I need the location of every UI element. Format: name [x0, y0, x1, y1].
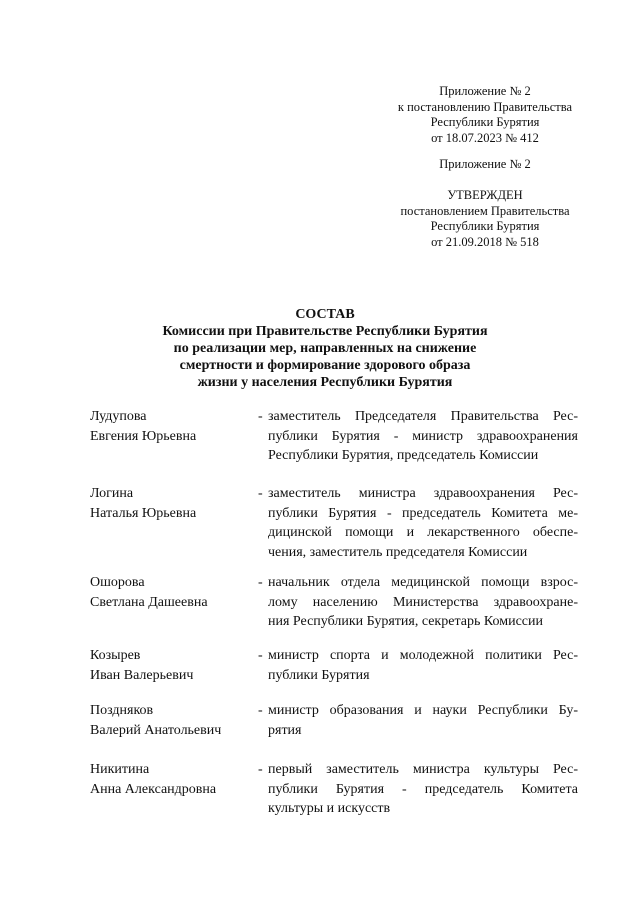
appendix-original-label [370, 157, 600, 173]
member-surname: Никитина [90, 762, 150, 777]
appendix-current-header [370, 84, 600, 146]
member-surname: Ошорова [90, 575, 145, 590]
role-line: ния Республики Бурятия, секретарь Комиссии [268, 614, 543, 629]
approval-block [370, 188, 600, 250]
approval-line: от 21.09.2018 № 518 [431, 234, 539, 249]
appendix-line: от 18.07.2023 № 412 [431, 130, 539, 145]
member-role [268, 701, 578, 740]
member-given-names: Евгения Юрьевна [90, 428, 197, 444]
role-line: начальник отдела медицинской помощи взрос- [268, 575, 578, 590]
member-role [268, 760, 578, 819]
appendix-line: к постановлению Правительства [397, 99, 573, 114]
member-name [90, 484, 250, 523]
approval-line: Республики Бурятия [430, 219, 540, 233]
member-role [268, 407, 578, 466]
role-line: публики Бурятия - председатель Комитета [268, 781, 578, 797]
member-surname: Поздняков [90, 703, 154, 718]
separator-dash: - [258, 762, 263, 777]
role-line: первый заместитель министра культуры Рес- [268, 762, 578, 777]
member-name [90, 407, 250, 446]
title-heading: СОСТАВ [295, 307, 355, 322]
title-line: смертности и формирование здорового образа [179, 358, 471, 373]
role-line: рятия [268, 722, 302, 738]
title-line: жизни у населения Республики Бурятия [197, 375, 453, 390]
member-given-names: Анна Александровна [90, 781, 217, 797]
approved-stamp-text: УТВЕРЖДЕН [447, 188, 523, 202]
role-line: лому населению Министерства здравоохране- [268, 594, 578, 610]
member-role [268, 484, 578, 562]
separator-dash: - [258, 703, 263, 718]
member-surname: Логина [90, 486, 134, 501]
member-role [268, 573, 578, 632]
separator-dash: - [258, 486, 263, 501]
member-role [268, 646, 578, 685]
title-line: по реализации мер, направленных на снижение [173, 341, 477, 356]
approval-line: постановлением Правительства [400, 203, 570, 218]
separator-dash: - [258, 409, 263, 424]
appendix-line: Приложение № 2 [439, 84, 531, 98]
role-line: министр спорта и молодежной политики Рес- [268, 648, 578, 663]
role-line: публики Бурятия - председатель Комитета ме- [268, 505, 578, 521]
document-title [90, 306, 560, 391]
member-name [90, 573, 250, 612]
role-line: министр образования и науки Республики Бу- [268, 703, 578, 718]
member-surname: Козырев [90, 648, 141, 663]
title-line: Комиссии при Правительстве Республики Бурятия [162, 324, 488, 339]
member-given-names: Иван Валерьевич [90, 667, 194, 683]
role-line: дицинской помощи и лекарственного обеспе- [268, 525, 578, 540]
appendix-line: Приложение № 2 [439, 157, 531, 171]
appendix-line: Республики Бурятия [430, 115, 540, 129]
separator-dash: - [258, 575, 263, 590]
member-name [90, 646, 250, 685]
role-line: чения, заместитель председателя Комиссии [268, 544, 528, 560]
role-line: заместитель министра здравоохранения Рес- [268, 486, 578, 501]
role-line: культуры и искусств [268, 801, 391, 816]
member-given-names: Наталья Юрьевна [90, 505, 197, 521]
member-name [90, 760, 250, 799]
role-line: публики Бурятия - министр здравоохранения [268, 428, 578, 444]
separator-dash: - [258, 648, 263, 663]
member-surname: Лудупова [90, 409, 147, 424]
role-line: Республики Бурятия, председатель Комиссии [268, 448, 539, 463]
role-line: заместитель Председателя Правительства Рес- [268, 409, 578, 424]
role-line: публики Бурятия [268, 667, 370, 683]
member-given-names: Валерий Анатольевич [90, 722, 222, 738]
member-name [90, 701, 250, 740]
member-given-names: Светлана Дашеевна [90, 594, 208, 610]
